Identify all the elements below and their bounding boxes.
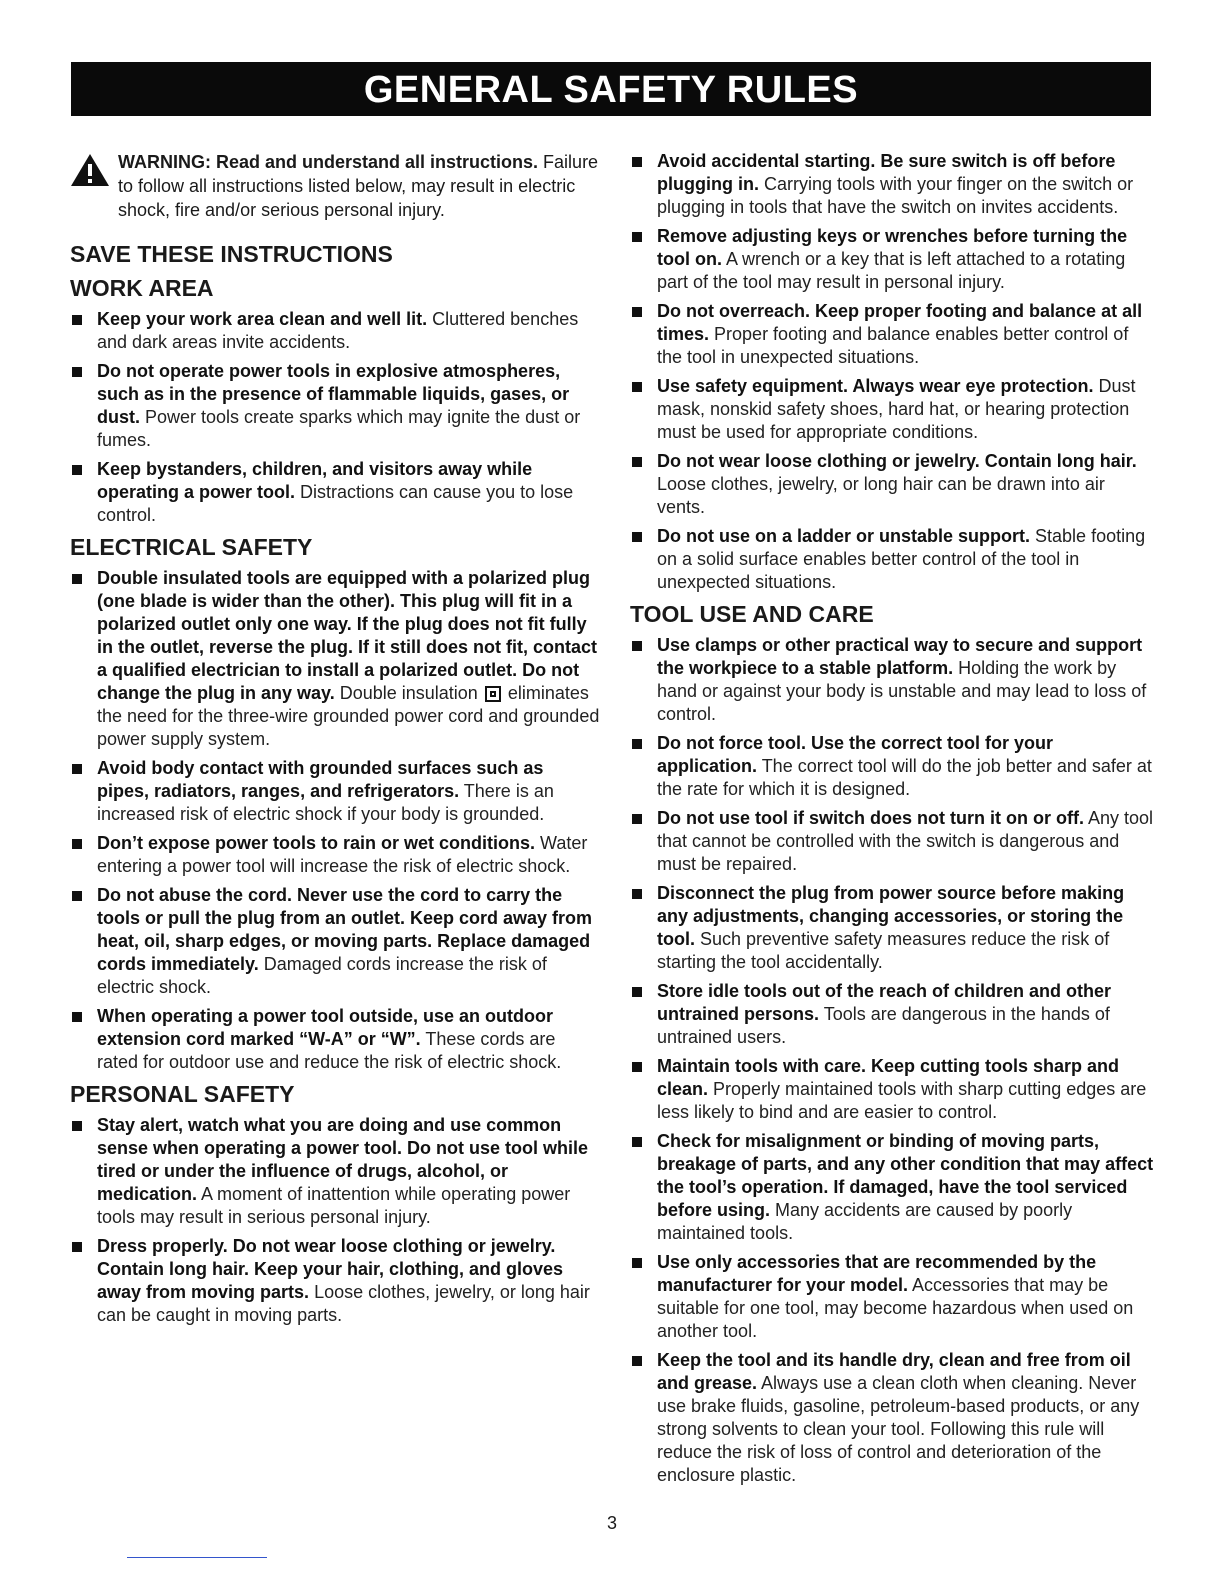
- personal-safety-list: [70, 1114, 600, 1327]
- personal-safety-list-continued: [630, 150, 1155, 594]
- warning-triangle-icon: [70, 152, 110, 188]
- item-text: Tools are dangerous in the hands of untrained users.: [657, 1004, 1110, 1047]
- list-item: [630, 375, 1155, 444]
- item-text-after: eliminates the need for the three-wire grounded power cord and grounded power supply system.: [97, 683, 600, 749]
- item-lead: Do not use on a ladder or unstable support.: [657, 526, 1031, 546]
- item-lead: Do not abuse the cord. Never use the cord to carry the tools or pull the plug from an outlet. Keep cord away from heat, oil, sharp edges, or moving parts. Replace damaged cords immediately.: [97, 885, 593, 974]
- save-instructions-heading: SAVE THESE INSTRUCTIONS: [70, 241, 393, 267]
- item-lead: Disconnect the plug from power source before making any adjustments, changing accessories, or storing the tool.: [657, 883, 1125, 949]
- list-item: [630, 882, 1155, 974]
- item-text: There is an increased risk of electric shock if your body is grounded.: [97, 781, 554, 824]
- list-item: [630, 980, 1155, 1049]
- electrical-safety-list: [70, 567, 600, 1074]
- list-item: [70, 1114, 600, 1229]
- item-text: Loose clothes, jewelry, or long hair can be drawn into air vents.: [657, 474, 1105, 517]
- item-lead: Maintain tools with care. Keep cutting tools sharp and clean.: [657, 1056, 1120, 1099]
- item-text: Many accidents are caused by poorly maintained tools.: [657, 1200, 1073, 1243]
- item-lead: Remove adjusting keys or wrenches before turning the tool on.: [657, 226, 1128, 269]
- work-area-list: [70, 308, 600, 527]
- section-heading-tool-use-and-care: TOOL USE AND CARE: [630, 601, 874, 627]
- item-text: A moment of inattention while operating power tools may result in serious personal injury.: [97, 1184, 571, 1227]
- item-text: Double insulation: [334, 683, 478, 703]
- list-item: [630, 225, 1155, 294]
- item-lead: Avoid accidental starting. Be sure switch is off before plugging in.: [657, 151, 1116, 194]
- list-item: [70, 567, 600, 751]
- list-item: [70, 360, 600, 452]
- list-item: [70, 884, 600, 999]
- item-text: Dust mask, nonskid safety shoes, hard hat, or hearing protection must be used for appropriate conditions.: [657, 376, 1136, 442]
- warning-notice: [70, 150, 600, 222]
- item-text: Distractions can cause you to lose control.: [97, 482, 574, 525]
- item-text: Loose clothes, jewelry, or long hair can be caught in moving parts.: [97, 1282, 590, 1325]
- item-text: Cluttered benches and dark areas invite accidents.: [97, 309, 579, 352]
- item-text: Damaged cords increase the risk of electric shock.: [97, 954, 547, 997]
- item-text: Water entering a power tool will increase the risk of electric shock.: [97, 833, 588, 876]
- list-item: [70, 458, 600, 527]
- double-insulation-icon: [485, 686, 501, 702]
- list-item: [630, 300, 1155, 369]
- item-text: A wrench or a key that is left attached to a rotating part of the tool may result in personal injury.: [657, 249, 1126, 292]
- item-lead: Do not use tool if switch does not turn it on or off.: [657, 808, 1084, 828]
- list-item: [70, 1005, 600, 1074]
- section-heading-personal-safety: PERSONAL SAFETY: [70, 1081, 295, 1107]
- item-lead: Dress properly. Do not wear loose clothing or jewelry. Contain long hair. Keep your hair, clothing, and gloves away from moving parts.: [97, 1236, 564, 1302]
- item-text: Power tools create sparks which may ignite the dust or fumes.: [97, 407, 581, 450]
- item-text: Holding the work by hand or against your body is unstable and may lead to loss of control.: [657, 658, 1147, 724]
- warning-lead: WARNING: Read and understand all instructions.: [118, 152, 539, 172]
- item-text: These cords are rated for outdoor use and reduce the risk of electric shock.: [97, 1029, 562, 1072]
- item-lead: Do not operate power tools in explosive atmospheres, such as in the presence of flammable liquids, gases, or dust.: [97, 361, 570, 427]
- list-item: [630, 1130, 1155, 1245]
- list-item: [630, 1251, 1155, 1343]
- item-lead: Keep bystanders, children, and visitors away while operating a power tool.: [97, 459, 533, 502]
- item-lead: Do not overreach. Keep proper footing and balance at all times.: [657, 301, 1143, 344]
- list-item: [70, 832, 600, 878]
- item-text: Such preventive safety measures reduce the risk of starting the tool accidentally.: [657, 929, 1110, 972]
- warning-text: Failure to follow all instructions listed below, may result in electric shock, fire and/or serious personal injury.: [118, 152, 599, 220]
- section-heading-work-area: WORK AREA: [70, 275, 214, 301]
- list-item: [70, 1235, 600, 1327]
- list-item: [630, 525, 1155, 594]
- right-column: [630, 150, 1155, 1493]
- list-item: [630, 450, 1155, 519]
- item-text: Always use a clean cloth when cleaning. Never use brake fluids, gasoline, petroleum-based products, or any strong solvents to clean your tool. Following this rule will reduce the risk of loss of control and deterioration of the enclosure plastic.: [657, 1373, 1140, 1485]
- list-item: [630, 1055, 1155, 1124]
- item-lead: Use clamps or other practical way to secure and support the workpiece to a stable platform.: [657, 635, 1143, 678]
- item-lead: Use only accessories that are recommended by the manufacturer for your model.: [657, 1252, 1097, 1295]
- item-text: The correct tool will do the job better and safer at the rate for which it is designed.: [657, 756, 1152, 799]
- list-item: [630, 732, 1155, 801]
- item-text: Proper footing and balance enables better control of the tool in unexpected situations.: [657, 324, 1129, 367]
- item-lead: Stay alert, watch what you are doing and use common sense when operating a power tool. Do not use tool while tired or under the influence of drugs, alcohol, or medication.: [97, 1115, 589, 1204]
- item-lead: Store idle tools out of the reach of children and other untrained persons.: [657, 981, 1112, 1024]
- item-text: Accessories that may be suitable for one tool, may become hazardous when used on another tool.: [657, 1275, 1134, 1341]
- item-lead: When operating a power tool outside, use an outdoor extension cord marked “W-A” or “W”.: [97, 1006, 554, 1049]
- list-item: [630, 1349, 1155, 1487]
- list-item: [70, 757, 600, 826]
- item-lead: Do not wear loose clothing or jewelry. Contain long hair.: [657, 451, 1137, 471]
- item-lead: Check for misalignment or binding of moving parts, breakage of parts, and any other condition that may affect the tool’s operation. If damaged, have the tool serviced before using.: [657, 1131, 1154, 1220]
- section-heading-electrical-safety: ELECTRICAL SAFETY: [70, 534, 313, 560]
- item-text: Carrying tools with your finger on the switch or plugging in tools that have the switch on invites accidents.: [657, 174, 1134, 217]
- page-number: 3: [606, 1513, 617, 1533]
- item-lead: Avoid body contact with grounded surfaces such as pipes, radiators, ranges, and refrigerators.: [97, 758, 544, 801]
- item-lead: Keep the tool and its handle dry, clean and free from oil and grease.: [657, 1350, 1131, 1393]
- item-lead: Don’t expose power tools to rain or wet conditions.: [97, 833, 536, 853]
- item-lead: Keep your work area clean and well lit.: [97, 309, 428, 329]
- item-text: Stable footing on a solid surface enables better control of the tool in unexpected situations.: [657, 526, 1146, 592]
- list-item: [70, 308, 600, 354]
- item-lead: Double insulated tools are equipped with a polarized plug (one blade is wider than the other). This plug will fit in a polarized outlet only one way. If the plug does not fit fully in the outlet, reverse the plug. If it still does not fit, contact a qualified electrician to install a polarized outlet. Do not change the plug in any way.: [97, 568, 598, 703]
- tool-use-list: [630, 634, 1155, 1487]
- list-item: [630, 634, 1155, 726]
- item-text: Properly maintained tools with sharp cutting edges are less likely to bind and are easier to control.: [657, 1079, 1147, 1122]
- list-item: [630, 807, 1155, 876]
- left-column: [70, 150, 600, 1333]
- item-text: Any tool that cannot be controlled with the switch is dangerous and must be repaired.: [657, 808, 1154, 874]
- page-title: GENERAL SAFETY RULES: [71, 62, 1151, 116]
- item-lead: Use safety equipment. Always wear eye protection.: [657, 376, 1094, 396]
- footer-rule: [127, 1557, 267, 1558]
- list-item: [630, 150, 1155, 219]
- item-lead: Do not force tool. Use the correct tool for your application.: [657, 733, 1054, 776]
